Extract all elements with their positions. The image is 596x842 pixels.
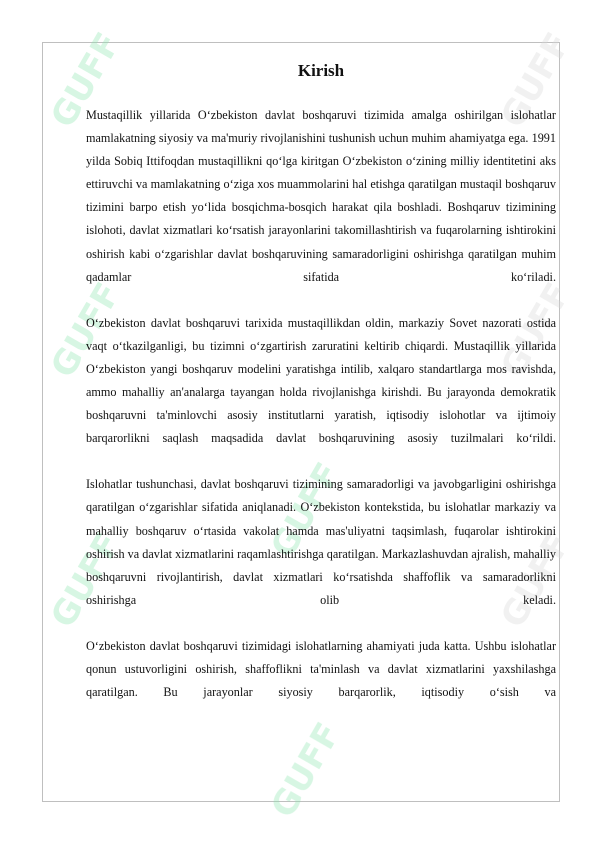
watermark-text: GUFF <box>43 276 129 385</box>
watermark-text: GUFF <box>493 276 579 385</box>
document-body <box>86 58 556 727</box>
watermark-text: GUFF <box>263 456 349 565</box>
watermark-text: GUFF <box>493 26 579 135</box>
document-title: Kirish <box>297 61 345 80</box>
paragraph-1: Mustaqillik yillarida O‘zbekiston davlat boshqaruvi tizimida amalga oshirilgan islohatlar mamlakatning siyosiy va ma'muriy rivojlanishini tushunish uchun muhim ahamiyatga ega. 1991 yilda Sobiq Ittifoqdan mustaqillikni qo‘lga kiritgan O‘zbekiston o‘zining milliy identitetini aks ettiruvchi va mamlakatning o‘ziga xos muammolarini hal etishga qaratilgan mustaqil boshqaruv tizimini barpo etish yo‘lida bosqichma-bosqich harakat qila boshladi. Boshqaruv tizimining islohoti, davlat xizmatlari ko‘rsatish jarayonlarini takomillashtirish va fuqarolarning ishtirokini oshirish kabi o‘zgarishlar davlat boshqaruvining samaradorligini oshirishga qaratilgan muhim qadamlar sifatida ko‘riladi. <box>86 108 556 284</box>
watermark-text: GUFF <box>493 526 579 635</box>
watermark-text: GUFF <box>263 716 349 825</box>
paragraph-3: Islohatlar tushunchasi, davlat boshqaruvi tizimining samaradorligi va javobgarligini oshirishga qaratilgan o‘zgarishlar sifatida aniqlanadi. O‘zbekiston kontekstida, bu islohatlar markaziy va mahalliy boshqaruv o‘rtasida vakolat hamda mas'uliyatni taqsimlash, fuqarolar ishtirokini oshirish va davlat xizmatlarini raqamlashtirishga qaratilgan. Markazlashuvdan ajralish, mahalliy boshqaruvni rivojlantirish, davlat xizmatlari ko‘rsatishda shaffoflik va samaradorlikni oshirishga olib keladi. <box>86 477 556 607</box>
watermark-text: GUFF <box>43 26 129 135</box>
paragraph-4: O‘zbekiston davlat boshqaruvi tizimidagi islohatlarning ahamiyati juda katta. Ushbu islohatlar qonun ustuvorligini oshirish, shaffoflikni ta'minlash va davlat xizmatlarini yaxshilashga qaratilgan. Bu jarayonlar siyosiy barqarorlik, iqtisodiy o‘sish va <box>86 638 556 700</box>
watermark-text: GUFF <box>43 526 129 635</box>
paragraph-2: O‘zbekiston davlat boshqaruvi tarixida mustaqillikdan oldin, markaziy Sovet nazorati ostida vaqt o‘tkazilganligi, bu tizimni o‘zgartirish zaruratini keltirib chiqardi. Mustaqillik yillarida O‘zbekiston yangi boshqaruv modelini yaratishga intilib, xalqaro standartlarga mos ravishda, ammo mahalliy an'analarga tayangan holda rivojlanishga kirishdi. Bu jarayonda demokratik boshqaruvni ta'minlovchi asosiy institutlarni yaratish, iqtisodiy islohotlar va ijtimoiy barqarorlikni saqlash maqsadida davlat boshqaruvining asosiy tuzilmalari ko‘rildi. <box>86 315 556 446</box>
